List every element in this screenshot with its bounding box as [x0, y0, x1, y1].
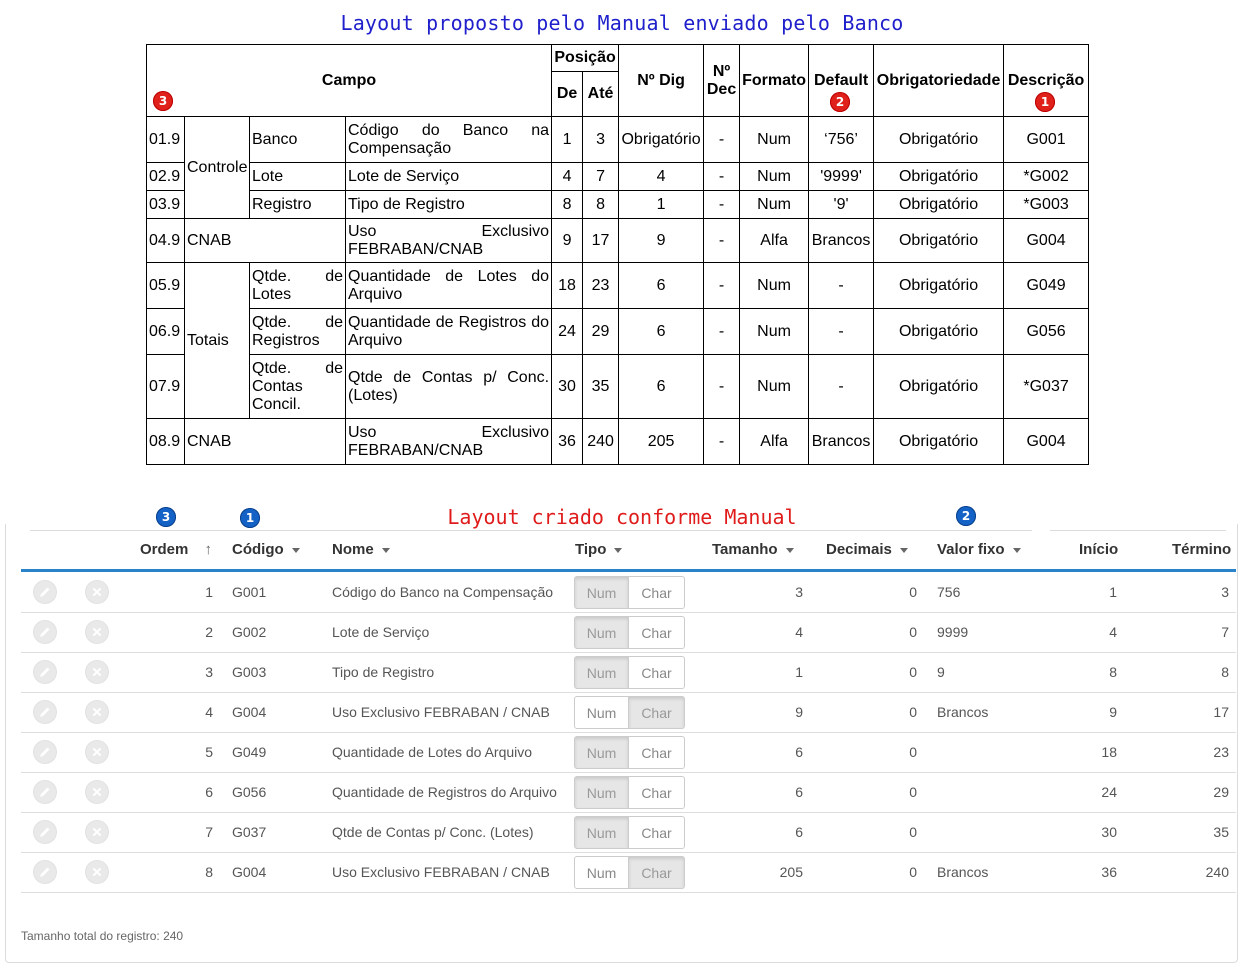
tipo-toggle [574, 816, 686, 849]
col-header-tamanho-label: Tamanho [712, 541, 778, 558]
caret-down-icon [900, 548, 908, 553]
header-ndig: Nº Dig [619, 45, 704, 117]
col-header-inicio[interactable]: Início [1079, 541, 1119, 558]
cell-fmt: Num [740, 117, 809, 163]
table-row [21, 812, 1236, 853]
cell-desc: Quantidade de Lotes do Arquivo [346, 263, 552, 309]
cell-default: - [809, 355, 874, 419]
col-header-nome-label: Nome [332, 541, 374, 558]
cell-descricao: G001 [1004, 117, 1089, 163]
grid-title: Layout criado conforme Manual [447, 505, 797, 529]
cell-group-totais: Totais [185, 263, 250, 419]
badge-2-blue: 2 [956, 506, 976, 526]
cell-desc: Uso Exclusivo FEBRABAN/CNAB [346, 419, 552, 465]
cell-decimais: 0 [909, 864, 917, 880]
cell-sub: Qtde. de Registros [250, 309, 346, 355]
cell-dec: - [704, 163, 740, 191]
tipo-num-option[interactable]: Num [574, 736, 629, 769]
table-row [21, 652, 1236, 693]
cell-id: 05.9 [147, 263, 185, 309]
cell-codigo: G037 [232, 824, 267, 840]
tipo-char-option[interactable]: Char [628, 656, 685, 689]
cell-termino: 240 [1205, 864, 1229, 880]
header-campo [147, 45, 552, 117]
cell-desc: Qtde de Contas p/ Conc. (Lotes) [346, 355, 552, 419]
table-row [21, 772, 1236, 813]
cell-de: 4 [552, 163, 583, 191]
cell-fmt: Alfa [740, 219, 809, 263]
cell-de: 30 [552, 355, 583, 419]
cell-decimais: 0 [909, 824, 917, 840]
cell-valor-fixo: 9999 [937, 624, 969, 640]
cell-nome: Quantidade de Registros do Arquivo [332, 784, 557, 800]
col-header-ordem[interactable] [140, 541, 212, 558]
tipo-toggle [574, 656, 686, 689]
manual-layout-table [146, 44, 1089, 465]
header-ndec-line1: Nº [712, 62, 731, 80]
cell-dig: Obrigatório [619, 117, 704, 163]
cell-default: '9999' [809, 163, 874, 191]
cell-fmt: Num [740, 163, 809, 191]
tipo-num-option[interactable]: Num [574, 576, 629, 609]
pencil-icon[interactable] [33, 620, 57, 644]
manual-row [147, 219, 1089, 263]
cell-ordem: 7 [205, 824, 213, 840]
cell-dec: - [704, 219, 740, 263]
cell-ordem: 1 [205, 584, 213, 600]
badge-1-red: 1 [1035, 92, 1055, 112]
col-header-codigo-label: Código [232, 541, 284, 558]
close-icon[interactable] [85, 780, 109, 804]
cell-nome: Uso Exclusivo FEBRABAN / CNAB [332, 864, 550, 880]
cell-nome: Código do Banco na Compensação [332, 584, 554, 600]
cell-decimais: 0 [909, 744, 917, 760]
badge-3-blue: 3 [156, 507, 176, 527]
cell-de: 9 [552, 219, 583, 263]
cell-obrig: Obrigatório [874, 191, 1004, 219]
tipo-toggle [574, 856, 686, 889]
cell-valor-fixo: 756 [937, 584, 961, 600]
col-header-valor-fixo-label: Valor fixo [937, 541, 1005, 558]
table-row [21, 612, 1236, 653]
header-obrigatoriedade: Obrigatoriedade [874, 45, 1004, 117]
manual-row [147, 191, 1089, 219]
col-header-decimais-label: Decimais [826, 541, 892, 558]
cell-nome: Qtde de Contas p/ Conc. (Lotes) [332, 824, 534, 840]
cell-de: 1 [552, 117, 583, 163]
cell-ate: 8 [583, 191, 619, 219]
close-icon[interactable] [85, 860, 109, 884]
tipo-char-option[interactable]: Char [628, 576, 685, 609]
close-icon[interactable] [85, 660, 109, 684]
cell-id: 01.9 [147, 117, 185, 163]
cell-descricao: G004 [1004, 219, 1089, 263]
caret-down-icon [292, 548, 300, 553]
total-size-label: Tamanho total do registro: 240 [21, 929, 184, 943]
cell-dig: 6 [619, 309, 704, 355]
col-header-tipo[interactable] [575, 541, 622, 558]
pencil-icon[interactable] [33, 780, 57, 804]
cell-tamanho: 4 [795, 624, 803, 640]
cell-codigo: G003 [232, 664, 267, 680]
cell-id: 04.9 [147, 219, 185, 263]
cell-fmt: Num [740, 309, 809, 355]
pencil-icon[interactable] [33, 580, 57, 604]
header-campo-label: Campo [321, 71, 377, 89]
badge-3-red: 3 [153, 91, 173, 111]
header-descricao: Descrição [1004, 45, 1089, 117]
cell-valor-fixo: 9 [937, 664, 945, 680]
manual-row [147, 309, 1089, 355]
cell-de: 18 [552, 263, 583, 309]
cell-desc: Uso Exclusivo FEBRABAN/CNAB [346, 219, 552, 263]
cell-ordem: 3 [205, 664, 213, 680]
cell-tamanho: 3 [795, 584, 803, 600]
cell-tamanho: 205 [779, 864, 803, 880]
cell-dig: 6 [619, 355, 704, 419]
cell-id: 02.9 [147, 163, 185, 191]
pencil-icon[interactable] [33, 660, 57, 684]
cell-decimais: 0 [909, 584, 917, 600]
cell-codigo: G056 [232, 784, 267, 800]
cell-obrig: Obrigatório [874, 419, 1004, 465]
table-row [21, 692, 1236, 733]
tipo-toggle [574, 736, 686, 769]
tipo-char-option[interactable]: Char [628, 816, 685, 849]
cell-termino: 35 [1213, 824, 1229, 840]
pencil-icon[interactable] [33, 740, 57, 764]
manual-title: Layout proposto pelo Manual enviado pelo Banco [340, 11, 904, 35]
cell-id: 03.9 [147, 191, 185, 219]
cell-ordem: 6 [205, 784, 213, 800]
cell-ordem: 4 [205, 704, 213, 720]
cell-tamanho: 6 [795, 784, 803, 800]
cell-de: 36 [552, 419, 583, 465]
col-header-decimais[interactable] [826, 541, 908, 558]
cell-ate: 29 [583, 309, 619, 355]
cell-termino: 7 [1221, 624, 1229, 640]
tipo-toggle [574, 576, 686, 609]
tipo-char-option[interactable]: Char [628, 776, 685, 809]
tipo-char-option[interactable]: Char [628, 856, 685, 889]
cell-ate: 23 [583, 263, 619, 309]
table-row [21, 732, 1236, 773]
table-row [21, 572, 1236, 613]
cell-obrig: Obrigatório [874, 219, 1004, 263]
manual-row [147, 355, 1089, 419]
header-de: De [552, 72, 583, 117]
cell-nome: Tipo de Registro [332, 664, 435, 680]
tipo-char-option[interactable]: Char [628, 696, 685, 729]
cell-decimais: 0 [909, 784, 917, 800]
cell-obrig: Obrigatório [874, 163, 1004, 191]
cell-dig: 1 [619, 191, 704, 219]
cell-dig: 6 [619, 263, 704, 309]
header-ndec-line2: Dec [706, 80, 737, 98]
cell-default: ‘756’ [809, 117, 874, 163]
cell-termino: 29 [1213, 784, 1229, 800]
cell-inicio: 36 [1101, 864, 1117, 880]
cell-dec: - [704, 309, 740, 355]
cell-fmt: Num [740, 355, 809, 419]
cell-id: 07.9 [147, 355, 185, 419]
caret-down-icon [1013, 548, 1021, 553]
tipo-num-option[interactable]: Num [574, 616, 629, 649]
tipo-char-option[interactable]: Char [628, 736, 685, 769]
close-icon[interactable] [85, 820, 109, 844]
header-default: Default [809, 45, 874, 117]
cell-inicio: 30 [1101, 824, 1117, 840]
cell-de: 8 [552, 191, 583, 219]
cell-inicio: 8 [1109, 664, 1117, 680]
cell-codigo: G004 [232, 864, 267, 880]
tipo-char-option[interactable]: Char [628, 616, 685, 649]
pencil-icon[interactable] [33, 820, 57, 844]
header-ndec [704, 45, 740, 117]
tipo-toggle [574, 616, 686, 649]
caret-down-icon [786, 548, 794, 553]
col-header-ordem-label: Ordem [140, 541, 189, 558]
cell-id: 06.9 [147, 309, 185, 355]
pencil-icon[interactable] [33, 700, 57, 724]
cell-sub: Banco [250, 117, 346, 163]
cell-sub: Qtde. de Contas Concil. [250, 355, 346, 419]
tipo-num-option[interactable]: Num [574, 856, 629, 889]
cell-inicio: 18 [1101, 744, 1117, 760]
cell-codigo: G002 [232, 624, 267, 640]
cell-dec: - [704, 191, 740, 219]
cell-dec: - [704, 419, 740, 465]
cell-sub: Lote [250, 163, 346, 191]
manual-row [147, 263, 1089, 309]
cell-tamanho: 6 [795, 824, 803, 840]
cell-ordem: 8 [205, 864, 213, 880]
close-icon[interactable] [85, 740, 109, 764]
cell-descricao: *G037 [1004, 355, 1089, 419]
badge-2-red: 2 [830, 92, 850, 112]
cell-obrig: Obrigatório [874, 309, 1004, 355]
cell-codigo: G004 [232, 704, 267, 720]
manual-row [147, 117, 1089, 163]
cell-default: - [809, 263, 874, 309]
cell-obrig: Obrigatório [874, 117, 1004, 163]
cell-descricao: *G003 [1004, 191, 1089, 219]
close-icon[interactable] [85, 620, 109, 644]
cell-group-controle: Controle [185, 117, 250, 219]
tipo-num-option[interactable]: Num [574, 816, 629, 849]
cell-dig: 9 [619, 219, 704, 263]
cell-termino: 3 [1221, 584, 1229, 600]
cell-desc: Lote de Serviço [346, 163, 552, 191]
cell-ate: 17 [583, 219, 619, 263]
cell-dec: - [704, 117, 740, 163]
col-header-tipo-label: Tipo [575, 541, 607, 558]
col-header-tamanho[interactable] [712, 541, 794, 558]
tipo-num-option[interactable]: Num [574, 656, 629, 689]
cell-ordem: 2 [205, 624, 213, 640]
tipo-num-option[interactable]: Num [574, 776, 629, 809]
cell-group-cnab: CNAB [185, 419, 346, 465]
cell-group-cnab: CNAB [185, 219, 346, 263]
cell-tamanho: 6 [795, 744, 803, 760]
manual-row [147, 163, 1089, 191]
cell-inicio: 24 [1101, 784, 1117, 800]
cell-inicio: 1 [1109, 584, 1117, 600]
cell-termino: 23 [1213, 744, 1229, 760]
cell-desc: Tipo de Registro [346, 191, 552, 219]
cell-descricao: G004 [1004, 419, 1089, 465]
cell-default: '9' [809, 191, 874, 219]
cell-decimais: 0 [909, 664, 917, 680]
cell-valor-fixo: Brancos [937, 704, 989, 720]
cell-nome: Quantidade de Lotes do Arquivo [332, 744, 533, 760]
cell-dig: 205 [619, 419, 704, 465]
cell-nome: Uso Exclusivo FEBRABAN / CNAB [332, 704, 550, 720]
cell-id: 08.9 [147, 419, 185, 465]
header-formato: Formato [740, 45, 809, 117]
cell-fmt: Num [740, 191, 809, 219]
cell-descricao: G049 [1004, 263, 1089, 309]
cell-valor-fixo: Brancos [937, 864, 989, 880]
tipo-toggle [574, 696, 686, 729]
header-ate: Até [583, 72, 619, 117]
badge-1-blue: 1 [240, 508, 260, 528]
tipo-toggle [574, 776, 686, 809]
cell-fmt: Num [740, 263, 809, 309]
cell-dec: - [704, 355, 740, 419]
cell-codigo: G049 [232, 744, 267, 760]
caret-down-icon [614, 548, 622, 553]
cell-obrig: Obrigatório [874, 355, 1004, 419]
col-header-codigo[interactable] [232, 541, 300, 558]
cell-fmt: Alfa [740, 419, 809, 465]
sort-ascending-icon: ↑ [204, 541, 213, 558]
cell-sub: Registro [250, 191, 346, 219]
cell-ate: 3 [583, 117, 619, 163]
cell-inicio: 9 [1109, 704, 1117, 720]
cell-obrig: Obrigatório [874, 263, 1004, 309]
cell-tamanho: 1 [795, 664, 803, 680]
cell-decimais: 0 [909, 704, 917, 720]
close-icon[interactable] [85, 700, 109, 724]
cell-dec: - [704, 263, 740, 309]
col-header-nome[interactable] [332, 541, 390, 558]
cell-termino: 8 [1221, 664, 1229, 680]
cell-ate: 35 [583, 355, 619, 419]
cell-desc: Quantidade de Registros do Arquivo [346, 309, 552, 355]
cell-tamanho: 9 [795, 704, 803, 720]
col-header-valor-fixo[interactable] [937, 541, 1021, 558]
col-header-termino[interactable]: Término [1172, 541, 1232, 558]
cell-decimais: 0 [909, 624, 917, 640]
caret-down-icon [382, 548, 390, 553]
cell-termino: 17 [1213, 704, 1229, 720]
cell-desc: Código do Banco na Compensação [346, 117, 552, 163]
cell-ate: 7 [583, 163, 619, 191]
cell-default: Brancos [809, 219, 874, 263]
cell-nome: Lote de Serviço [332, 624, 430, 640]
tipo-num-option[interactable]: Num [574, 696, 629, 729]
cell-ordem: 5 [205, 744, 213, 760]
cell-dig: 4 [619, 163, 704, 191]
cell-ate: 240 [583, 419, 619, 465]
cell-inicio: 4 [1109, 624, 1117, 640]
header-posicao: Posição [552, 45, 619, 72]
cell-descricao: *G002 [1004, 163, 1089, 191]
cell-codigo: G001 [232, 584, 267, 600]
cell-default: - [809, 309, 874, 355]
table-row [21, 852, 1236, 893]
pencil-icon[interactable] [33, 860, 57, 884]
close-icon[interactable] [85, 580, 109, 604]
manual-row [147, 419, 1089, 465]
cell-descricao: G056 [1004, 309, 1089, 355]
cell-sub: Qtde. de Lotes [250, 263, 346, 309]
cell-default: Brancos [809, 419, 874, 465]
cell-de: 24 [552, 309, 583, 355]
